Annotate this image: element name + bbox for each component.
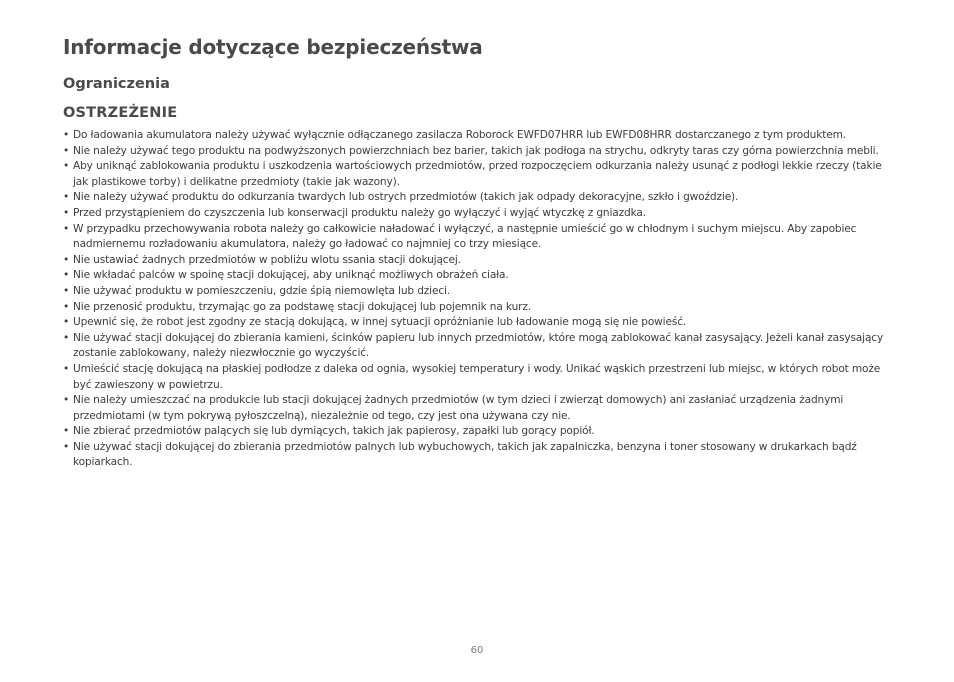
bullet-icon: • xyxy=(63,284,70,297)
list-item-text: W przypadku przechowywania robota należy go całkowicie naładować i wyłączyć, a następnie umieścić go w chłodnym i suchym miejscu. Aby zapobiec nadmiernemu rozładowaniu akumulatora, należy go ładować co najmniej co trzy miesiące. xyxy=(73,222,857,251)
bullet-icon: • xyxy=(63,129,70,141)
list-item-text: Nie używać produktu w pomieszczeniu, gdzie śpią niemowlęta lub dzieci. xyxy=(73,284,451,297)
list-item xyxy=(63,393,893,424)
list-item-text: Nie należy używać produktu do odkurzania twardych lub ostrych przedmiotów (takich jak odpady dekoracyjne, szkło i gwoździe). xyxy=(73,191,739,204)
warning-heading: OSTRZEŻENIE xyxy=(63,105,178,121)
page-number: 60 xyxy=(470,645,484,656)
bullet-icon: • xyxy=(63,331,70,344)
list-item-text: Upewnić się, że robot jest zgodny ze stacją dokującą, w innej sytuacji opróżnianie lub ładowanie mogą się nie powieść. xyxy=(73,316,687,329)
list-item-text: Nie należy używać tego produktu na podwyższonych powierzchniach bez barier, takich jak podłoga na strychu, odkryty taras czy górna powierzchnia mebli. xyxy=(73,144,879,157)
list-item-text: Umieścić stację dokującą na płaskiej podłodze z daleka od ognia, wysokiej temperatury i wody. Unikać wąskich przestrzeni lub miejsc, w których robot może być zawieszony w powietrzu. xyxy=(73,362,881,391)
list-item xyxy=(63,315,893,331)
list-item xyxy=(63,284,893,300)
bullet-icon: • xyxy=(63,440,70,453)
list-item-text: Do ładowania akumulatora należy używać wyłącznie odłączanego zasilacza Roborock EWFD07HRR lub EWFD08HRR dostarczanego z tym produktem. xyxy=(73,129,846,141)
bullet-icon: • xyxy=(63,191,70,204)
list-item xyxy=(63,268,893,284)
list-item-text: Aby uniknąć zablokowania produktu i uszkodzenia wartościowych przedmiotów, przed rozpoczęciem odkurzania należy usunąć z podłogi lekkie rzeczy (takie jak plastikowe torby) i delikatne przedmioty (takie jak wazony). xyxy=(73,160,882,188)
list-item xyxy=(63,159,893,190)
list-item-text: Nie wkładać palców w spoinę stacji dokującej, aby uniknąć możliwych obrażeń ciała. xyxy=(73,269,509,282)
section-subtitle: Ograniczenia xyxy=(63,76,170,92)
list-item-text: Przed przystąpieniem do czyszczenia lub konserwacji produktu należy go wyłączyć i wyjąć wtyczkę z gniazdka. xyxy=(73,206,646,219)
bullet-icon: • xyxy=(63,425,70,438)
list-item-text: Nie zbierać przedmiotów palących się lub dymiących, takich jak papierosy, zapałki lub gorący popiół. xyxy=(73,425,595,438)
bullet-icon: • xyxy=(63,316,70,329)
list-item xyxy=(63,222,893,253)
list-item xyxy=(63,144,893,160)
bullet-icon: • xyxy=(63,394,70,407)
list-item xyxy=(63,424,893,440)
list-item-text: Nie używać stacji dokującej do zbierania kamieni, ścinków papieru lub innych przedmiotów, które mogą zablokować kanał zasysający. Jeżeli kanał zasysający zostanie zablokowany, należy niezwłocznie go wyczyścić. xyxy=(73,331,884,360)
bullet-icon: • xyxy=(63,253,70,266)
list-item xyxy=(63,362,893,393)
document-page xyxy=(63,34,893,471)
list-item-text: Nie przenosić produktu, trzymając go za podstawę stacji dokującej lub pojemnik na kurz. xyxy=(73,300,531,313)
bullet-icon: • xyxy=(63,300,70,313)
bullet-icon: • xyxy=(63,206,70,219)
warning-list xyxy=(63,128,893,471)
list-item xyxy=(63,253,893,269)
bullet-icon: • xyxy=(63,269,70,282)
list-item xyxy=(63,300,893,316)
list-item xyxy=(63,206,893,222)
list-item-text: Nie używać stacji dokującej do zbierania przedmiotów palnych lub wybuchowych, takich jak zapalniczka, benzyna i toner stosowany w drukarkach bądź kopiarkach. xyxy=(73,440,857,469)
list-item-text: Nie ustawiać żadnych przedmiotów w pobliżu wlotu ssania stacji dokującej. xyxy=(73,253,461,266)
bullet-icon: • xyxy=(63,160,70,173)
bullet-icon: • xyxy=(63,362,70,375)
bullet-icon: • xyxy=(63,222,70,235)
list-item xyxy=(63,440,893,471)
page-title: Informacje dotyczące bezpieczeństwa xyxy=(63,35,483,59)
bullet-icon: • xyxy=(63,144,70,157)
list-item-text: Nie należy umieszczać na produkcie lub stacji dokującej żadnych przedmiotów (w tym dzieci i zwierząt domowych) ani zasłaniać urządzenia żadnymi przedmiotami (w tym pokrywą pyłoszczelną), niezależnie od tego, czy jest ona używana czy nie. xyxy=(73,394,844,422)
list-item xyxy=(63,128,893,144)
list-item xyxy=(63,331,893,362)
list-item xyxy=(63,190,893,206)
